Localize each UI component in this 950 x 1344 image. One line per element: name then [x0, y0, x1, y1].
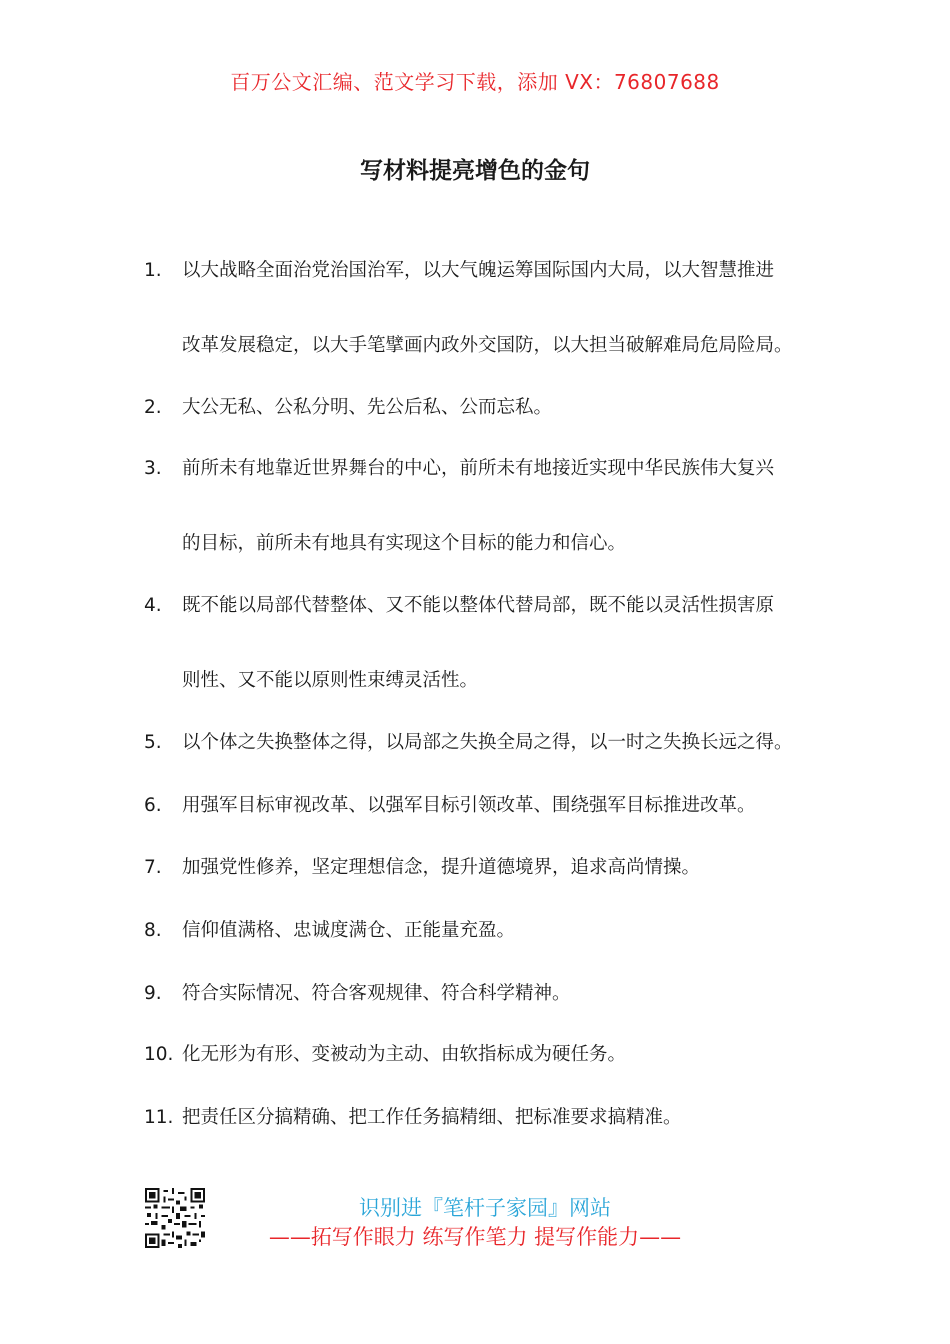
item-number: 10.	[144, 1044, 174, 1065]
list-item	[0, 1099, 822, 1137]
list-item	[0, 849, 822, 887]
item-number: 8.	[144, 920, 162, 941]
item-number: 2.	[144, 397, 162, 418]
list-item	[0, 389, 822, 427]
item-text-line: 前所未有地靠近世界舞台的中心，前所未有地接近实现中华民族伟大复兴	[182, 458, 775, 479]
header-note: 百万公文汇编、范文学习下载，添加 VX：76807688	[230, 70, 720, 94]
item-number: 11.	[144, 1107, 174, 1128]
item-text-line: 以个体之失换整体之得，以局部之失换全局之得，以一时之失换长远之得。	[182, 732, 793, 753]
document-title: 写材料提亮增色的金句	[360, 158, 590, 184]
list-item	[0, 975, 822, 1013]
item-number: 3.	[144, 458, 162, 479]
list-item	[0, 568, 822, 718]
item-number: 4.	[144, 595, 162, 616]
list-item	[0, 431, 822, 581]
item-text-line: 用强军目标审视改革、以强军目标引领改革、围绕强军目标推进改革。	[182, 795, 756, 816]
item-text-line: 以大战略全面治党治国治军，以大气魄运筹国际国内大局，以大智慧推进	[182, 260, 775, 281]
item-text-line: 加强党性修养，坚定理想信念，提升道德境界，追求高尚情操。	[182, 857, 701, 878]
item-text-line: 把责任区分搞精确、把工作任务搞精细、把标准要求搞精准。	[182, 1107, 682, 1128]
item-text-line: 的目标，前所未有地具有实现这个目标的能力和信心。	[182, 533, 627, 554]
item-number: 5.	[144, 732, 162, 753]
item-number: 1.	[144, 260, 162, 281]
item-text-line: 信仰值满格、忠诚度满仓、正能量充盈。	[182, 920, 516, 941]
item-text-line: 则性、又不能以原则性束缚灵活性。	[182, 670, 479, 691]
item-text-line: 既不能以局部代替整体、又不能以整体代替局部，既不能以灵活性损害原	[182, 595, 775, 616]
item-text-line: 化无形为有形、变被动为主动、由软指标成为硬任务。	[182, 1044, 627, 1065]
item-text-line: 大公无私、公私分明、先公后私、公而忘私。	[182, 397, 553, 418]
list-item	[0, 912, 822, 950]
list-item	[0, 233, 822, 383]
list-item	[0, 1036, 822, 1074]
quote-list	[0, 252, 950, 402]
list-item	[0, 724, 822, 762]
item-text-line: 改革发展稳定，以大手笔擘画内政外交国防，以大担当破解难局危局险局。	[182, 335, 793, 356]
item-number: 9.	[144, 983, 162, 1004]
item-number: 6.	[144, 795, 162, 816]
footer-slogan: ——拓写作眼力 练写作笔力 提写作能力——	[268, 1225, 682, 1249]
item-text-line: 符合实际情况、符合客观规律、符合科学精神。	[182, 983, 571, 1004]
footer-website-line[interactable]: 识别进『笔杆子家园』网站	[359, 1196, 611, 1220]
item-number: 7.	[144, 857, 162, 878]
list-item	[0, 787, 822, 825]
